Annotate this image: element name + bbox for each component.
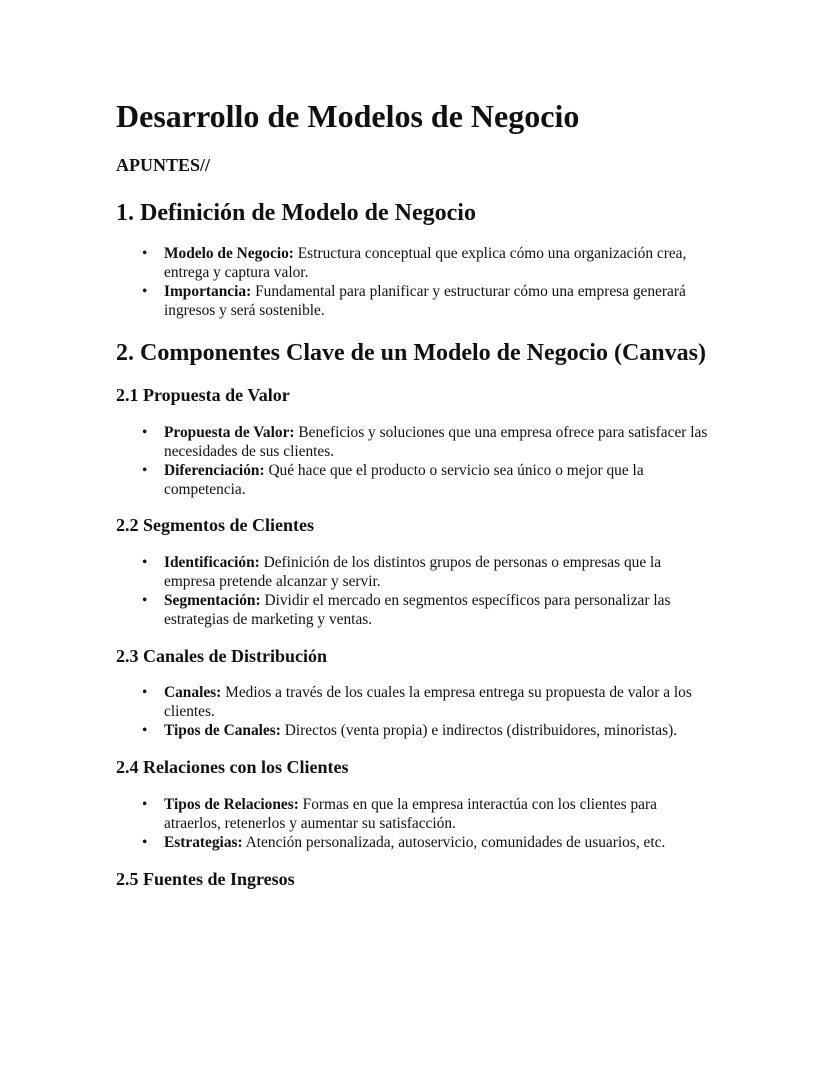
document-title: Desarrollo de Modelos de Negocio (116, 98, 580, 134)
bullet-icon: • (142, 283, 148, 300)
list-item (116, 833, 716, 852)
item-text: Formas en que la empresa interactúa con los clientes para atraerlos, retenerlos y aumentar su satisfacción. (164, 796, 657, 832)
subsection-title-propuesta-valor: 2.1 Propuesta de Valor (116, 385, 290, 405)
bullet-icon: • (142, 592, 148, 609)
bullet-icon: • (142, 424, 148, 441)
list-item (116, 553, 716, 591)
subsection-list-propuesta-valor (116, 423, 716, 499)
bullet-icon: • (142, 462, 148, 479)
list-item (116, 461, 716, 499)
document-subtitle: APUNTES// (116, 155, 211, 175)
item-text: Beneficios y soluciones que una empresa ofrece para satisfacer las necesidades de sus clientes. (164, 424, 708, 460)
section-list-definicion (116, 244, 716, 320)
item-term: Tipos de Canales: (164, 722, 281, 739)
section-title-definicion: 1. Definición de Modelo de Negocio (116, 200, 476, 226)
subsection-title-fuentes-ingresos: 2.5 Fuentes de Ingresos (116, 869, 295, 889)
bullet-icon: • (142, 722, 148, 739)
subsection-title-segmentos-clientes: 2.2 Segmentos de Clientes (116, 515, 314, 535)
item-term: Estrategias: (164, 834, 243, 851)
item-term: Tipos de Relaciones: (164, 796, 299, 813)
list-item (116, 423, 716, 461)
list-item (116, 721, 716, 740)
item-text: Fundamental para planificar y estructurar cómo una empresa generará ingresos y será sostenible. (164, 283, 686, 319)
item-text: Directos (venta propia) e indirectos (distribuidores, minoristas). (280, 722, 678, 739)
item-term: Canales: (164, 684, 222, 701)
subsection-list-segmentos-clientes (116, 553, 716, 629)
list-item (116, 683, 716, 721)
subsection-title-relaciones-clientes: 2.4 Relaciones con los Clientes (116, 757, 349, 777)
item-term: Importancia: (164, 283, 252, 300)
list-item (116, 282, 716, 320)
subsection-title-canales-distribucion: 2.3 Canales de Distribución (116, 646, 328, 666)
item-text: Estructura conceptual que explica cómo una organización crea, entrega y captura valor. (164, 245, 687, 281)
list-item (116, 795, 716, 833)
bullet-icon: • (142, 834, 148, 851)
item-text: Atención personalizada, autoservicio, comunidades de usuarios, etc. (242, 834, 666, 851)
item-term: Modelo de Negocio: (164, 245, 294, 262)
item-term: Segmentación: (164, 592, 261, 609)
list-item (116, 591, 716, 629)
subsection-list-canales-distribucion (116, 683, 716, 740)
subsection-list-relaciones-clientes (116, 795, 716, 852)
bullet-icon: • (142, 796, 148, 813)
bullet-icon: • (142, 245, 148, 262)
bullet-icon: • (142, 554, 148, 571)
item-text: Definición de los distintos grupos de personas o empresas que la empresa pretende alcanzar y servir. (164, 554, 662, 590)
section-title-componentes: 2. Componentes Clave de un Modelo de Negocio (Canvas) (116, 340, 706, 366)
bullet-icon: • (142, 684, 148, 701)
document-page (116, 96, 716, 890)
item-text: Qué hace que el producto o servicio sea único o mejor que la competencia. (164, 462, 644, 498)
item-term: Propuesta de Valor: (164, 424, 295, 441)
item-term: Diferenciación: (164, 462, 265, 479)
item-text: Dividir el mercado en segmentos específicos para personalizar las estrategias de marketing y ventas. (164, 592, 671, 628)
item-text: Medios a través de los cuales la empresa entrega su propuesta de valor a los clientes. (164, 684, 692, 720)
item-term: Identificación: (164, 554, 260, 571)
list-item (116, 244, 716, 282)
